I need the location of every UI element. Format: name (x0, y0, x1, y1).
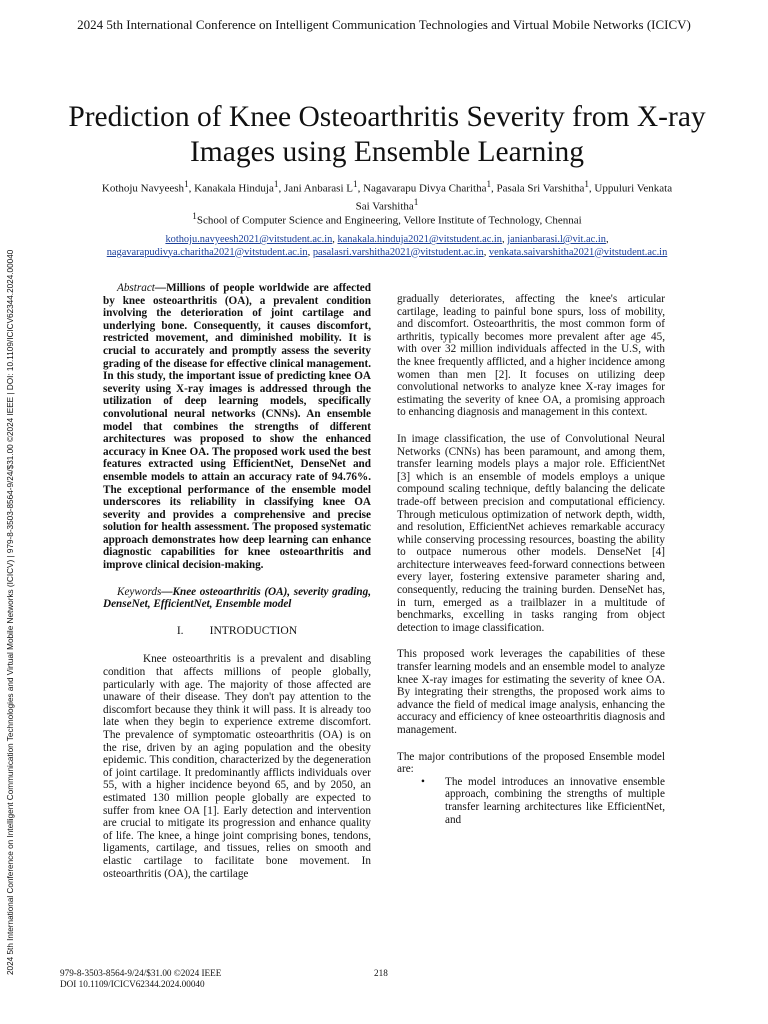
body-paragraph: gradually deteriorates, affecting the knee's articular cartilage, leading to painful bone spurs, loss of mobility, and discomfort. Osteoarthritis, the most common form of arthritis, typically becomes more prevalent after age 45, with over 32 million individuals affected in the U.S, with the knee frequently afflicted, and a higher incidence among women than men [2]. It focuses on utilizing deep convolutional networks to analyze knee X-ray images for estimating the severity of knee OA, a promising approach to enhancing diagnosis and management in this context. (397, 293, 665, 419)
keywords-label: Keywords (117, 585, 162, 598)
author-superscript: 1 (486, 179, 492, 189)
author-name: Nagavarapu Divya Charitha (363, 182, 487, 195)
body-paragraph: In image classification, the use of Convolutional Neural Networks (CNNs) has been paramount, and among them, transfer learning models plays a major role. EfficientNet [3] which is an ensemble of models employs a unique compound scaling technique, deftly balancing the delicate trade-off between precision and computational efficiency. Through meticulous optimization of network depth, width, and resolution, EfficientNet achieves remarkable accuracy while conserving processing resources, boasting the ability to outpace numerous other models. DenseNet [4] architecture interweaves feed-forward connections between every layer, fostering extensive parameter sharing and, consequently, reducing the training burden. DenseNet has, in turn, emerged as a trailblazer in a multitude of benchmarks, excelling in tasks ranging from object detection to image classification. (397, 432, 665, 634)
author-superscript: 1 (184, 179, 189, 189)
author-name: Uppuluri Venkata Sai Varshitha (355, 182, 673, 213)
author-name: Kanakala Hinduja (194, 182, 274, 195)
side-doi-strip: 2024 5th International Conference on Intelligent Communication Technologies and Virtual Mobile Networks (ICICV) | 979-8-3503-8564-9/24/$31.00 ©2024 IEEE | DOI: 10.1109/ICICV62344.2024.00040 (6, 249, 15, 975)
bullet-text: The model introduces an innovative ensemble approach, combining the strengths of multiple transfer learning architectures like EfficientNet, and (445, 775, 665, 826)
footer-doi: DOI 10.1109/ICICV62344.2024.00040 (60, 979, 205, 989)
author-separator: , (491, 182, 497, 195)
author-name: Jani Anbarasi L (283, 182, 353, 195)
author-email-link[interactable]: kothoju.navyeesh2021@vitstudent.ac.in (165, 234, 333, 245)
bullet-marker: • (421, 775, 425, 788)
email-list (96, 234, 678, 259)
section-title: INTRODUCTION (209, 623, 298, 637)
section-heading-introduction (103, 625, 371, 638)
abstract-dash: — (154, 282, 167, 294)
author-email-link[interactable]: pasalasri.varshitha2021@vitstudent.ac.in (312, 246, 484, 258)
author-superscript: 1 (413, 196, 419, 207)
contribution-bullet (397, 776, 665, 826)
author-email-link[interactable]: venkata.saivarshitha2021@vitstudent.ac.in (488, 246, 668, 258)
keywords-dash: — (161, 585, 173, 598)
paper-title: Prediction of Knee Osteoarthritis Severity from X-ray Images using Ensemble Learning (68, 101, 706, 168)
email-separator: , (605, 234, 609, 245)
keywords-text: Knee osteoarthritis (OA), severity grading, DenseNet, EfficientNet, Ensemble model (103, 585, 371, 611)
abstract-label: Abstract (117, 282, 155, 294)
footer-copyright (60, 968, 221, 990)
author-separator: , (588, 182, 595, 195)
page-number: 218 (374, 968, 388, 978)
author-superscript: 1 (352, 179, 358, 189)
author-superscript: 1 (584, 179, 589, 189)
author-name: Kothoju Navyeesh (101, 182, 185, 195)
author-separator: , (278, 182, 284, 195)
body-paragraph: The major contributions of the proposed Ensemble model are: (397, 750, 665, 776)
email-separator: , (483, 246, 489, 258)
abstract (103, 282, 371, 572)
footer-isbn: 979-8-3503-8564-9/24/$31.00 ©2024 IEEE (60, 968, 222, 978)
keywords (103, 586, 371, 611)
abstract-text: Millions of people worldwide are affected by knee osteoarthritis (OA), a prevalent condition involving the deterioration of joint cartilage and underlying bone. Consequently, it causes discomfort, restricted movement, and diminished mobility. It is crucial to accurately and promptly assess the severity grading of the disease for effective clinical management. In this study, the important issue of predicting knee OA severity using X-ray images is addressed through the utilization of deep learning models, specifically convolutional neural networks (CNNs). An ensemble model that combines the strengths of different architectures was proposed to show the enhanced accuracy in Knee OA. The proposed work used the best features extracted using EfficientNet, DenseNet and ensemble models to attain an accuracy rate of 94.76%. The exceptional performance of the ensemble model underscores its reliability in classifying knee OA severity and provides a comprehensive and precise solution for health assessment. The proposed systematic approach demonstrates how deep learning can enhance diagnostic capabilities for knee osteoarthritis and improve clinical decision-making. (103, 282, 371, 572)
author-superscript: 1 (273, 179, 279, 189)
author-email-link[interactable]: nagavarapudivya.charitha2021@vitstudent.ac.in (106, 246, 308, 258)
left-column (103, 282, 371, 880)
author-separator: , (188, 182, 195, 195)
email-separator: , (307, 246, 313, 258)
author-separator: , (357, 182, 364, 195)
right-column (397, 293, 665, 826)
author-list (96, 178, 678, 213)
author-email-link[interactable]: janianbarasi.l@vit.ac.in (507, 234, 606, 245)
affiliation-text: School of Computer Science and Engineering, Vellore Institute of Technology, Chennai (196, 214, 582, 227)
body-paragraph: This proposed work leverages the capabilities of these transfer learning models and an ensemble model to analyze knee X-ray images for estimating the severity of knee OA. By integrating their strengths, the proposed work aims to advance the field of medical image analysis, enhancing the accuracy and efficiency of knee osteoarthritis diagnosis and management. (397, 648, 665, 736)
email-separator: , (502, 234, 508, 245)
section-number: I. (176, 623, 184, 637)
email-separator: , (332, 234, 338, 245)
affiliation-superscript: 1 (192, 211, 197, 221)
affiliation (96, 211, 678, 227)
author-email-link[interactable]: kanakala.hinduja2021@vitstudent.ac.in (337, 234, 503, 245)
conference-header: 2024 5th International Conference on Intelligent Communication Technologies and Virtual Mobile Networks (ICICV) (77, 17, 691, 32)
author-name: Pasala Sri Varshitha (496, 182, 585, 195)
intro-paragraph: Knee osteoarthritis is a prevalent and disabling condition that affects millions of people globally, particularly with age. The majority of those affected are unaware of their disease. They don't pay attention to the discomfort because they think it will pass. It is already too late when they begin to experience extreme discomfort. The prevalence of symptomatic osteoarthritis (OA) is on the rise, driven by an aging population and the obesity epidemic. This condition, characterized by the degeneration of joint cartilage. It predominantly afflicts individuals over 55, with a higher incidence beyond 65, and by 2050, an estimated 130 million people globally are expected to suffer from knee OA [1]. Early detection and intervention are crucial to mitigate its progression and enhance quality of life. The knee, a hinge joint comprising bones, tendons, ligaments, cartilage, and tissues, relies on smooth and elastic cartilage to facilitate bone movement. In osteoarthritis (OA), the cartilage (103, 653, 371, 880)
